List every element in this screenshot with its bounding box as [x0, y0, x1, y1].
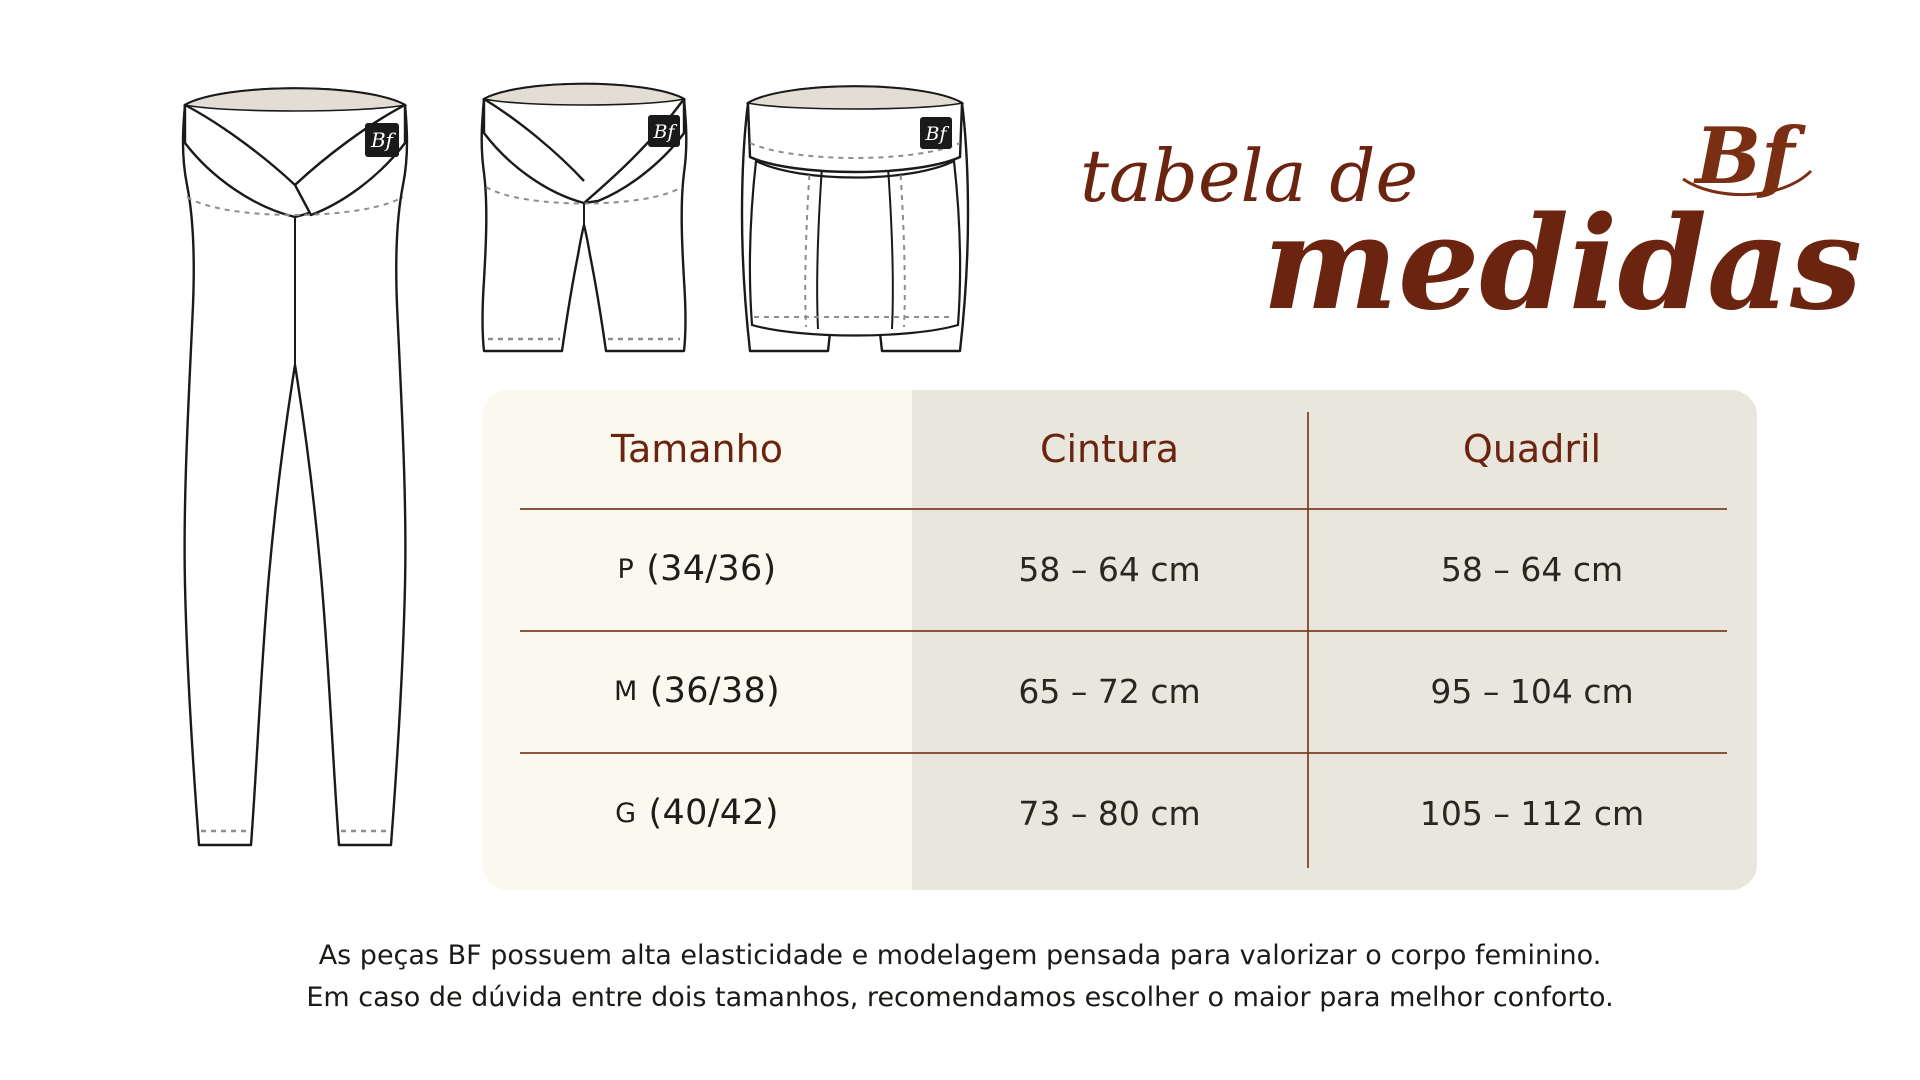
- skort-illustration: [730, 65, 980, 375]
- legging-illustration: [165, 65, 435, 895]
- cintura-value: 73 – 80 cm: [1018, 793, 1201, 833]
- size-letter: M: [613, 675, 639, 707]
- footer-note-line-2: Em caso de dúvida entre dois tamanhos, recomendamos escolher o maior para melhor conforto.: [306, 981, 1614, 1013]
- size-numbers: (40/42): [648, 793, 779, 833]
- footer-note: [0, 935, 1920, 1019]
- cintura-value: 65 – 72 cm: [1018, 671, 1201, 711]
- table-row: [482, 752, 912, 874]
- table-header-cintura: Cintura: [1039, 427, 1180, 471]
- size-numbers: (36/38): [649, 671, 780, 711]
- size-letter: G: [615, 797, 638, 829]
- size-numbers: (34/36): [646, 549, 777, 589]
- table-column-divider: [1307, 412, 1309, 868]
- svg-text:Bf: Bf: [925, 123, 947, 145]
- table-header-tamanho: Tamanho: [611, 427, 783, 471]
- table-divider: [520, 508, 1727, 510]
- quadril-value: 58 – 64 cm: [1440, 549, 1624, 589]
- quadril-value: 105 – 112 cm: [1419, 793, 1645, 833]
- svg-text:Bf: Bf: [1695, 111, 1795, 202]
- measurements-table: [482, 390, 1757, 890]
- page-title: [1060, 134, 1870, 339]
- table-row: [482, 508, 912, 630]
- table-row: [482, 630, 912, 752]
- title-line-2: medidas: [1262, 189, 1862, 339]
- table-divider: [520, 630, 1727, 632]
- title-line-1: tabela de: [1080, 134, 1419, 218]
- size-letter: P: [617, 553, 635, 585]
- footer-note-line-1: As peças BF possuem alta elasticidade e modelagem pensada para valorizar o corpo feminino.: [318, 940, 1602, 971]
- cintura-value: 58 – 64 cm: [1018, 549, 1201, 589]
- table-header-quadril: Quadril: [1462, 427, 1602, 471]
- table-divider: [520, 752, 1727, 754]
- shorts-illustration: [470, 65, 700, 375]
- quadril-value: 95 – 104 cm: [1430, 671, 1634, 711]
- svg-text:Bf: Bf: [653, 121, 675, 143]
- svg-text:Bf: Bf: [370, 128, 394, 152]
